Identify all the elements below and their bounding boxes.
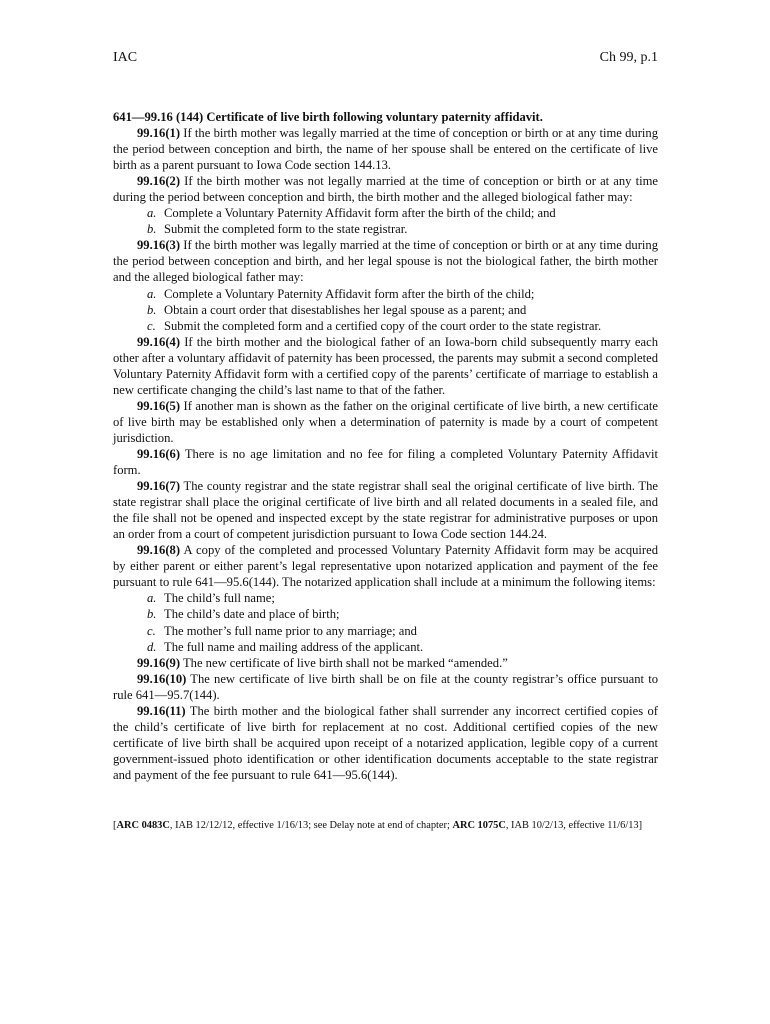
list-item bbox=[113, 205, 658, 221]
list-text: Complete a Voluntary Paternity Affidavit form after the birth of the child; bbox=[164, 286, 535, 301]
list-letter: c. bbox=[147, 623, 156, 638]
subrule-text: The county registrar and the state registrar shall seal the original certificate of live birth. The state registrar shall place the original certificate of live birth and all related documents in a sealed file, and the file shall not be opened and inspected except by the state registrar for administrative purposes or upon an order from a court of competent jurisdiction pursuant to Iowa Code section 144.24. bbox=[113, 479, 658, 542]
list-text: Submit the completed form and a certified copy of the court order to the state registrar. bbox=[164, 318, 602, 333]
header-left: IAC bbox=[113, 50, 138, 65]
list-item bbox=[113, 318, 658, 334]
rule-title: 641—99.16 (144) Certificate of live birth following voluntary paternity affidavit. bbox=[113, 110, 543, 124]
subrule-text: If the birth mother and the biological father of an Iowa-born child subsequently marry each other after a voluntary affidavit of paternity has been processed, the parents may submit a second completed Voluntary Paternity Affidavit form with a certified copy of the parents’ certificate of marriage to establish a new certificate changing the child’s last name to that of the father. bbox=[113, 334, 658, 397]
list-letter: b. bbox=[147, 302, 157, 317]
document-body bbox=[113, 109, 658, 783]
subrule-paragraph bbox=[113, 334, 658, 398]
subrule-number: 99.16(3) bbox=[137, 238, 181, 253]
header-right: Ch 99, p.1 bbox=[599, 50, 658, 65]
list-text: The child’s date and place of birth; bbox=[164, 607, 340, 622]
footer-text-1: , IAB 12/12/12, effective 1/16/13; see Delay note at end of chapter; bbox=[169, 820, 453, 831]
subrule-paragraph bbox=[113, 446, 658, 478]
list-item bbox=[113, 639, 658, 655]
subrule-text: If another man is shown as the father on the original certificate of live birth, a new certificate of live birth may be established only when a determination of paternity is made by a court of competent jurisdiction. bbox=[113, 398, 658, 445]
list-text: The mother’s full name prior to any marriage; and bbox=[164, 623, 417, 638]
subrule-paragraph bbox=[113, 703, 658, 783]
footer-open: [ bbox=[113, 820, 117, 831]
list-text: The full name and mailing address of the applicant. bbox=[164, 639, 424, 654]
list-text: The child’s full name; bbox=[164, 591, 275, 606]
footer-arc-2: ARC 1075C bbox=[452, 820, 506, 831]
subrule-text: The new certificate of live birth shall be on file at the county registrar’s office pursuant to rule 641—95.7(144). bbox=[113, 671, 658, 702]
list-letter: a. bbox=[147, 206, 157, 221]
list-letter: a. bbox=[147, 591, 157, 606]
footer-arc-1: ARC 0483C bbox=[116, 820, 170, 831]
subrule-number: 99.16(8) bbox=[137, 543, 181, 558]
subrule-text: If the birth mother was legally married at the time of conception or birth or at any time during the period between conception and birth, the name of her spouse shall be entered on the certificate of live birth as a parent pursuant to Iowa Code section 144.13. bbox=[113, 126, 658, 173]
subrule-number: 99.16(5) bbox=[137, 398, 181, 413]
subrule-paragraph bbox=[113, 173, 658, 205]
subrule-number: 99.16(6) bbox=[137, 446, 181, 461]
subrule-paragraph bbox=[113, 125, 658, 173]
subrule-number: 99.16(11) bbox=[137, 703, 186, 718]
subrule-number: 99.16(1) bbox=[137, 126, 181, 141]
subrule-paragraph bbox=[113, 398, 658, 446]
subrule-number: 99.16(2) bbox=[137, 174, 181, 189]
history-footer bbox=[113, 819, 658, 832]
list-letter: a. bbox=[147, 286, 157, 301]
subrule-number: 99.16(10) bbox=[137, 671, 187, 686]
list-item bbox=[113, 606, 658, 622]
subrule-text: If the birth mother was not legally married at the time of conception or birth or at any time during the period between conception and birth, the birth mother and the alleged biological father may: bbox=[113, 174, 658, 205]
subrule-number: 99.16(9) bbox=[137, 655, 181, 670]
footer-text-2: , IAB 10/2/13, effective 11/6/13] bbox=[505, 820, 643, 831]
subrule-text: There is no age limitation and no fee for filing a completed Voluntary Paternity Affidavit form. bbox=[113, 446, 658, 478]
subrule-text: If the birth mother was legally married at the time of conception or birth or at any time during the period between conception and birth, and her legal spouse is not the biological father, the birth mother and the alleged biological father may: bbox=[113, 238, 658, 285]
subrule-number: 99.16(4) bbox=[137, 334, 181, 349]
list-text: Complete a Voluntary Paternity Affidavit form after the birth of the child; and bbox=[164, 206, 556, 221]
list-item bbox=[113, 590, 658, 606]
list-letter: d. bbox=[147, 639, 157, 654]
list-item bbox=[113, 623, 658, 639]
subrule-paragraph bbox=[113, 478, 658, 542]
list-letter: b. bbox=[147, 222, 157, 237]
list-item bbox=[113, 221, 658, 237]
list-letter: c. bbox=[147, 318, 156, 333]
list-text: Submit the completed form to the state registrar. bbox=[164, 222, 408, 237]
subrule-text: A copy of the completed and processed Voluntary Paternity Affidavit form may be acquired by either parent or either parent’s legal representative upon notarized application and payment of the fee pursuant to rule 641—95.6(144). The notarized application shall include at a minimum the following items: bbox=[113, 543, 658, 590]
list-item bbox=[113, 302, 658, 318]
list-letter: b. bbox=[147, 607, 157, 622]
list-text: Obtain a court order that disestablishes her legal spouse as a parent; and bbox=[164, 302, 527, 317]
subrule-paragraph bbox=[113, 671, 658, 703]
subrule-text: The new certificate of live birth shall not be marked “amended.” bbox=[180, 655, 508, 670]
subrule-text: The birth mother and the biological father shall surrender any incorrect certified copies of the child’s certificate of live birth for replacement at no cost. Additional certified copies of the new certificate of live birth shall be acquired upon receipt of a notarized application, legible copy of a current government-issued photo identification or other identification documents acceptable to the state registrar and payment of the fee pursuant to rule 641—95.6(144). bbox=[113, 703, 658, 782]
subrule-paragraph bbox=[113, 655, 658, 671]
subrule-paragraph bbox=[113, 542, 658, 590]
list-item bbox=[113, 286, 658, 302]
subrule-paragraph bbox=[113, 237, 658, 285]
subrule-number: 99.16(7) bbox=[137, 479, 181, 494]
